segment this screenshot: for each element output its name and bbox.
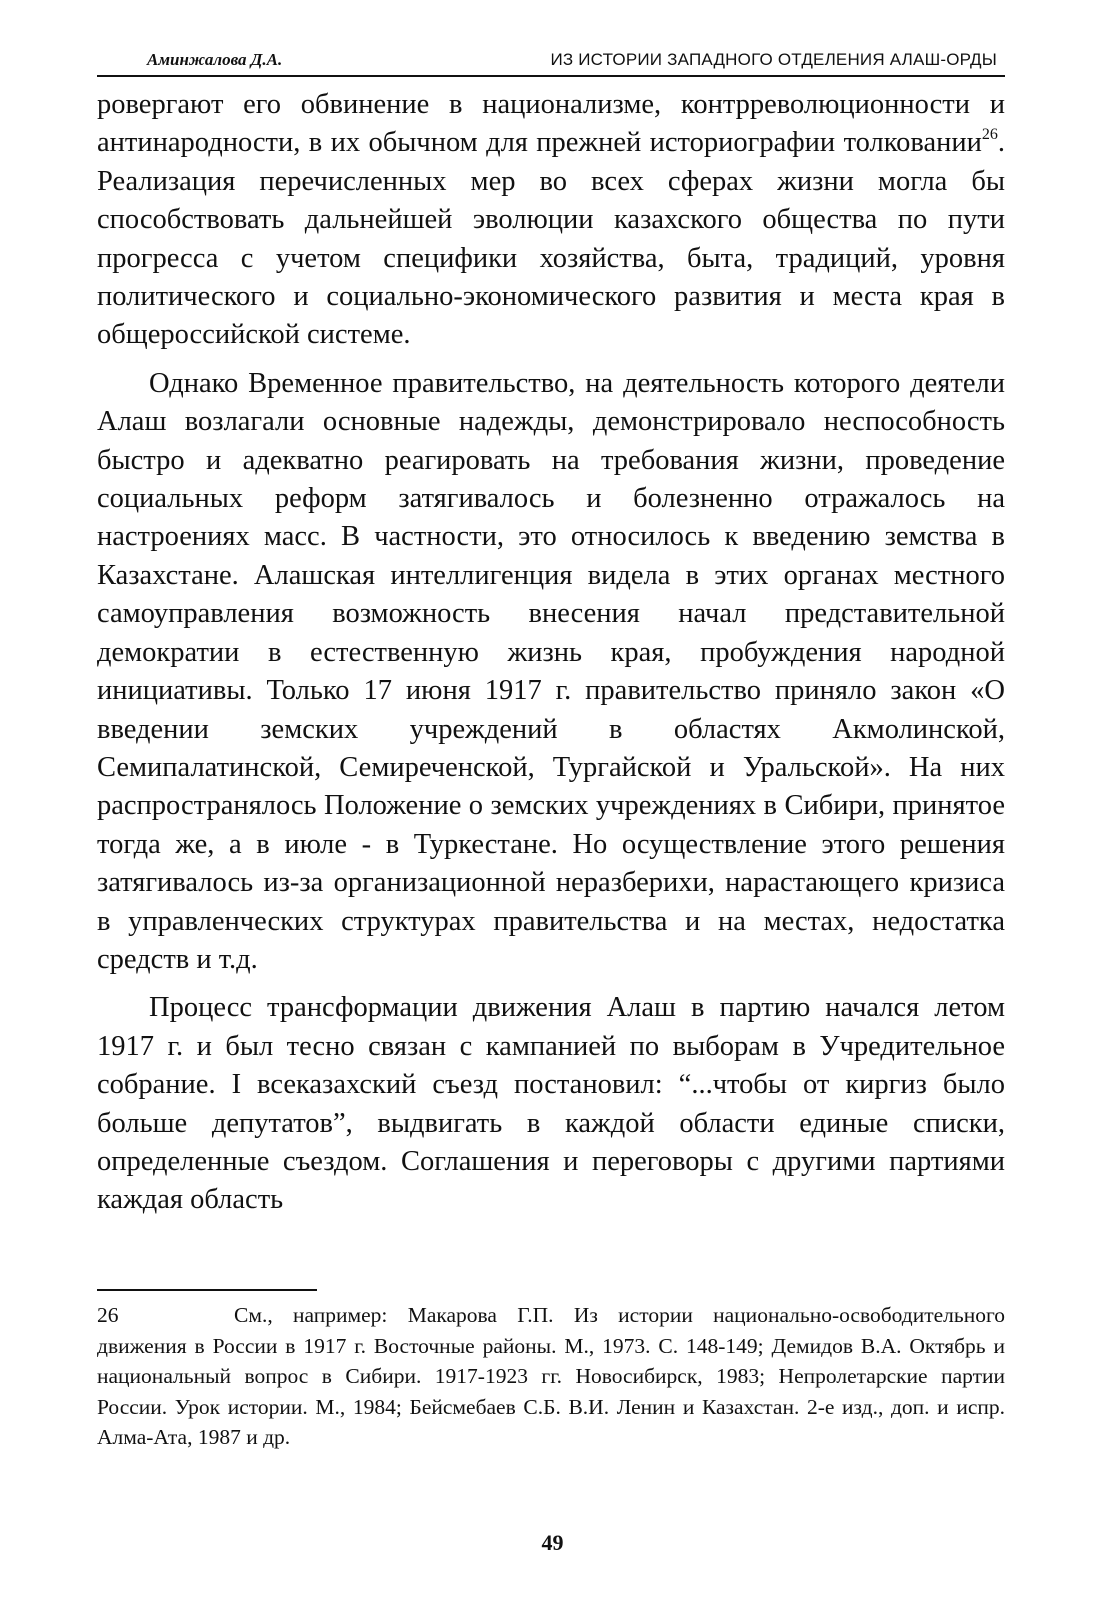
paragraph-2: Однако Временное правительство, на деятельность которого деятели Алаш возлагали основные надежды, демонстрировало неспособность быстро и адекватно реагировать на требования жизни, проведение социальных реформ затягивалось и болезненно отражалось на настроениях масс. В частности, это относилось к введению земства в Казахстане. Алашская интеллигенция видела в этих органах местного самоуправления возможность внесения начал представительной демократии в естественную жизнь края, пробуждения народной инициативы. Только 17 июня 1917 г. правительство приняло закон «О введении земских учреждений в областях Акмолинской, Семипалатинской, Семиреченской, Тургайской и Уральской». На них распространялось Положение о земских учреждениях в Сибири, принятое тогда же, а в июле - в Туркестане. Но осуществление этого решения затягивалось из-за организационной неразберихи, нарастающего кризиса в управленческих структурах правительства и на местах, недостатка средств и т.д. bbox=[97, 367, 1005, 975]
running-head bbox=[97, 44, 1005, 74]
footnote-number: 26 bbox=[97, 1303, 119, 1327]
paragraph-1-text-end: . Реализация перечисленных мер во всех сферах жизни могла бы способствовать дальнейшей эволюции казахского общества по пути прогресса с учетом специфики хозяйства, быта, традиций, уровня политического и социально-экономического развития и места края в общероссийской системе. bbox=[97, 127, 1005, 351]
paragraph-1-text-start: ровергают его обвинение в национализме, контрреволюционности и антинародности, в их обычном для прежней историографии толковании bbox=[97, 89, 1005, 159]
footnote bbox=[97, 1300, 1005, 1453]
header-divider bbox=[97, 75, 1005, 77]
page-number: 49 bbox=[541, 1530, 564, 1555]
running-head-author: Аминжалова Д.А. bbox=[147, 50, 283, 69]
footnote-reference: 26 bbox=[981, 126, 998, 144]
running-head-title: ИЗ ИСТОРИИ ЗАПАДНОГО ОТДЕЛЕНИЯ АЛАШ-ОРДЫ bbox=[550, 50, 997, 69]
footnote-divider bbox=[97, 1289, 317, 1291]
paragraph-3: Процесс трансформации движения Алаш в партию начался летом 1917 г. и был тесно связан с кампанией по выборам в Учредительное собрание. I всеказахский съезд постановил: “...чтобы от киргиз было больше депутатов”, выдвигать в каждой области единые списки, определенные съездом. Соглашения и переговоры с другими партиями каждая область bbox=[97, 992, 1005, 1216]
paragraph-1 bbox=[97, 86, 1005, 355]
main-text bbox=[97, 86, 1005, 1220]
footnote-text: См., например: Макарова Г.П. Из истории национально-освободительного движения в России в 1917 г. Восточные районы. М., 1973. С. 148-149; Демидов В.А. Октябрь и национальный вопрос в Сибири. 1917-1923 гг. Новосибирск, 1983; Непролетарские партии России. Урок истории. М., 1984; Бейсмебаев С.Б. В.И. Ленин и Казахстан. 2-е изд., доп. и испр. Алма-Ата, 1987 и др. bbox=[97, 1303, 1005, 1449]
